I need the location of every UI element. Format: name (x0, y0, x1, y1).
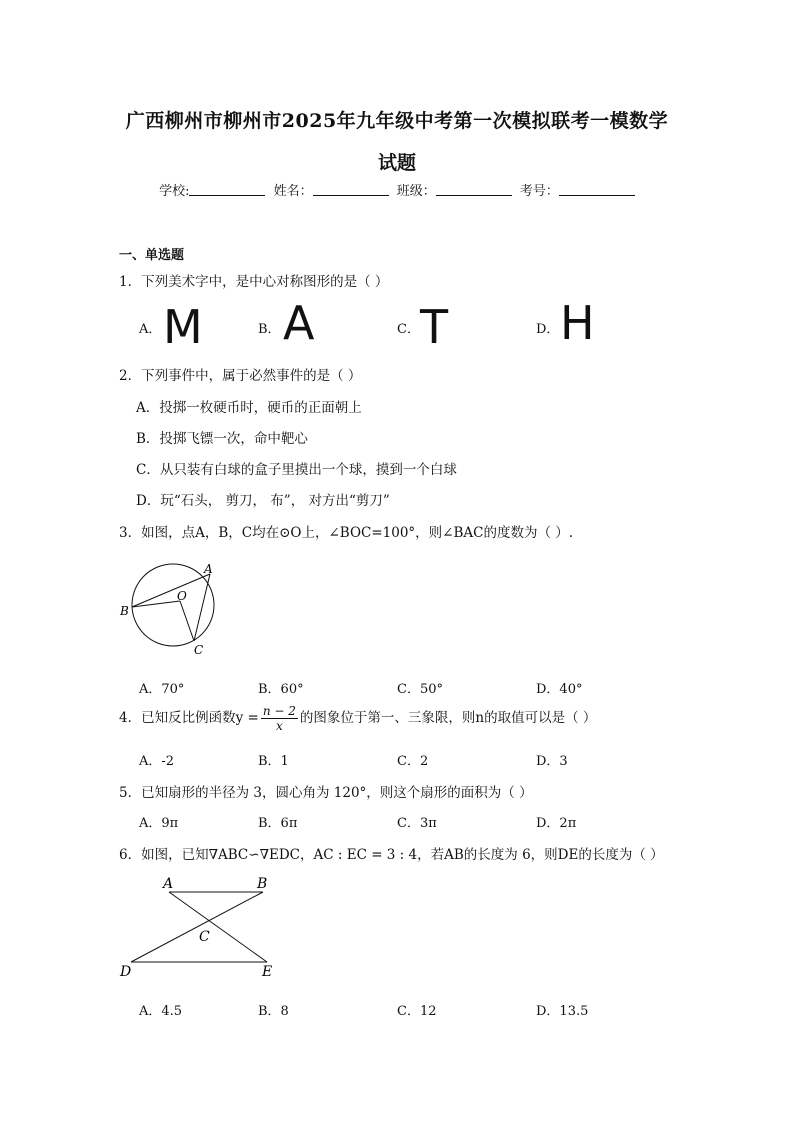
q6-triangle-figure (115, 872, 290, 984)
question-5-stem: 5．已知扇形的半径为 3，圆心角为 120°，则这个扇形的面积为（ ） (119, 785, 533, 801)
number-field: 考号： (520, 180, 635, 199)
q5-option-b: B．6π (258, 816, 298, 831)
school-blank[interactable] (189, 183, 265, 196)
school-field: 学校: (159, 180, 265, 199)
q1-option-b-letter: A (283, 296, 315, 350)
q6-option-b: B．8 (258, 1004, 289, 1019)
q4-option-a: A．-2 (139, 754, 175, 769)
q1-option-d-letter: H (560, 296, 595, 350)
class-field: 班级： (397, 180, 512, 199)
point-a-label: A (163, 876, 174, 892)
q4-option-c: C．2 (397, 754, 429, 769)
point-o-label: O (177, 589, 187, 603)
q3-option-a: A．70° (139, 682, 185, 697)
point-c-label: C (194, 643, 204, 657)
q3-circle-figure (115, 556, 225, 660)
number-blank[interactable] (559, 183, 635, 196)
q5-option-d: D．2π (536, 816, 577, 831)
question-6-stem: 6．如图，已知∇ABC∽∇EDC，AC : EC = 3 : 4，若AB的长度为 6，则DE的长度为（ ） (119, 847, 664, 863)
page-title-continued: 试题 (377, 152, 416, 174)
question-2-stem: 2．下列事件中，属于必然事件的是（ ） (119, 368, 362, 384)
q1-option-a-label: A． (139, 322, 162, 337)
student-info-row (0, 180, 794, 199)
point-d-label: D (120, 964, 132, 980)
point-b-label: B (120, 604, 129, 618)
segment-ae (169, 892, 267, 962)
q2-option-b: B．投掷飞镖一次，命中靶心 (136, 431, 308, 447)
q2-option-c: C．从只装有白球的盒子里摸出一个球，摸到一个白球 (136, 462, 457, 478)
question-1-stem: 1．下列美术字中，是中心对称图形的是（ ） (119, 274, 389, 290)
q1-option-d-label: D． (536, 322, 560, 337)
q2-option-d: D．玩“石头， 剪刀， 布”， 对方出“剪刀” (136, 493, 390, 509)
page-title: 广西柳州市柳州市2025年九年级中考第一次模拟联考一模数学 (125, 110, 669, 132)
class-blank[interactable] (436, 183, 512, 196)
q5-option-a: A．9π (139, 816, 179, 831)
q3-option-d: D．40° (536, 682, 583, 697)
q1-option-a-letter: M (163, 300, 203, 354)
segment-oc (180, 601, 194, 641)
point-c-label: C (199, 929, 210, 945)
segment-ac (194, 574, 210, 641)
q5-option-c: C．3π (397, 816, 437, 831)
q1-option-b-label: B． (258, 322, 281, 337)
q3-option-b: B．60° (258, 682, 304, 697)
segment-bd (131, 892, 263, 962)
q1-option-c-label: C． (397, 322, 420, 337)
question-4-stem: 4．已知反比例函数y = $\frac{n - 2}{x}$ 的图象位于第一、三象限，则n的取值可以是（ ） (119, 704, 597, 733)
q3-option-c: C．50° (397, 682, 443, 697)
q6-option-c: C．12 (397, 1004, 437, 1019)
q6-option-d: D．13.5 (536, 1004, 589, 1019)
function-fraction: $\frac{n - 2}{x}$ (262, 704, 296, 733)
q1-option-c-letter: T (420, 300, 449, 354)
point-e-label: E (262, 964, 273, 980)
question-3-stem: 3．如图，点A，B，C均在⊙O上，∠BOC=100°，则∠BAC的度数为（ ）. (119, 525, 574, 541)
point-a-label: A (204, 562, 213, 576)
section-heading: 一、单选题 (119, 248, 185, 263)
q4-option-b: B．1 (258, 754, 289, 769)
point-b-label: B (257, 876, 268, 892)
name-blank[interactable] (313, 183, 389, 196)
name-field: 姓名： (274, 180, 389, 199)
q2-option-a: A．投掷一枚硬币时，硬币的正面朝上 (136, 400, 362, 416)
q6-option-a: A．4.5 (139, 1004, 183, 1019)
q4-option-d: D．3 (536, 754, 568, 769)
